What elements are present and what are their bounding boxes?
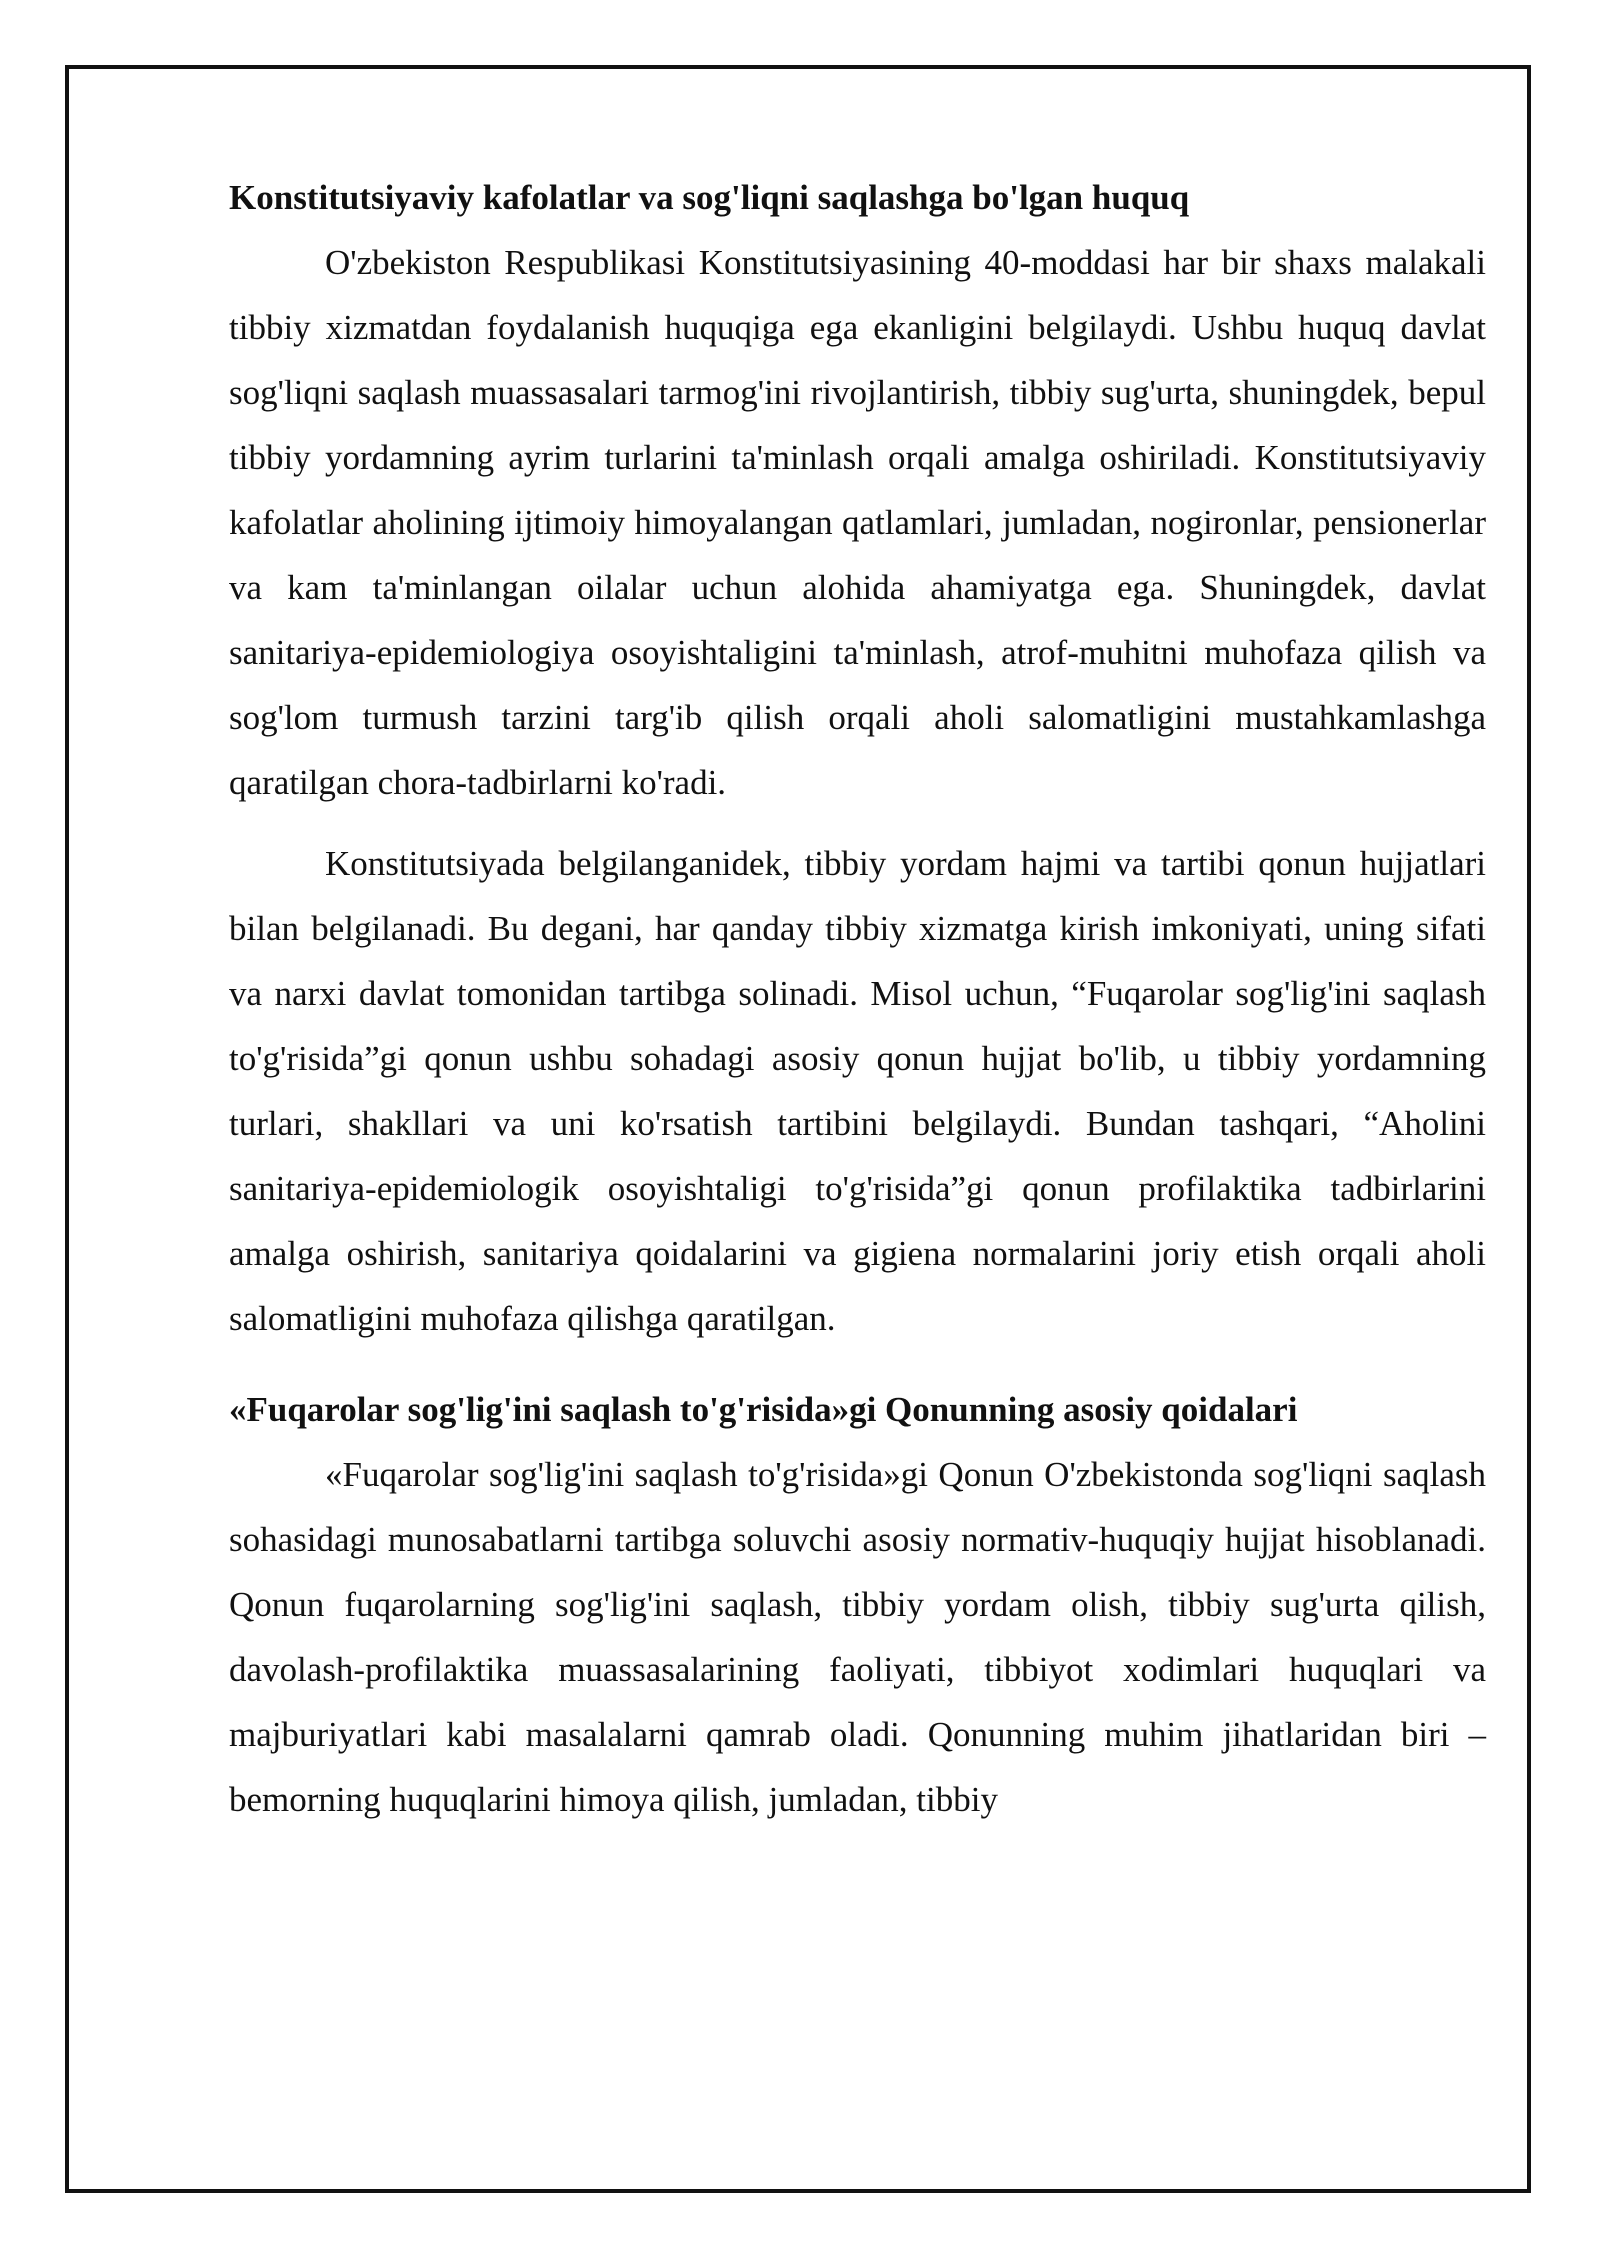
section-heading-constitutional-guarantees: Konstitutsiyaviy kafolatlar va sog'liqni saqlashga bo'lgan huquq — [229, 178, 1190, 217]
section-heading-law-main-provisions: «Fuqarolar sog'lig'ini saqlash to'g'risida»gi Qonunning asosiy qoidalari — [229, 1390, 1298, 1429]
document-body — [229, 165, 1486, 1832]
paragraph-article-40: O'zbekiston Respublikasi Konstitutsiyasining 40-moddasi har bir shaxs malakali tibbiy xizmatdan foydalanish huquqiga ega ekanligini belgilaydi. Ushbu huquq davlat sog'liqni saqlash muassasalari tarmog'ini rivojlantirish, tibbiy sug'urta, shuningdek, bepul tibbiy yordamning ayrim turlarini ta'minlash orqali amalga oshiriladi. Konstitutsiyaviy kafolatlar aholining ijtimoiy himoyalangan qatlamlari, jumladan, nogironlar, pensionerlar va kam ta'minlangan oilalar uchun alohida ahamiyatga ega. Shuningdek, davlat sanitariya-epidemiologiya osoyishtaligini ta'minlash, atrof-muhitni muhofaza qilish va sog'lom turmush tarzini targ'ib qilish orqali aholi salomatligini mustahkamlashga qaratilgan chora-tadbirlarni ko'radi. — [229, 243, 1486, 802]
paragraph-law-overview: «Fuqarolar sog'lig'ini saqlash to'g'risida»gi Qonun O'zbekistonda sog'liqni saqlash sohasidagi munosabatlarni tartibga soluvchi asosiy normativ-huquqiy hujjat hisoblanadi. Qonun fuqarolarning sog'lig'ini saqlash, tibbiy yordam olish, tibbiy sug'urta qilish, davolash-profilaktika muassasalarining faoliyati, tibbiyot xodimlari huquqlari va majburiyatlari kabi masalalarni qamrab oladi. Qonunning muhim jihatlaridan biri – bemorning huquqlarini himoya qilish, jumladan, tibbiy — [229, 1455, 1486, 1819]
paragraph-legal-regulation: Konstitutsiyada belgilanganidek, tibbiy yordam hajmi va tartibi qonun hujjatlari bilan belgilanadi. Bu degani, har qanday tibbiy xizmatga kirish imkoniyati, uning sifati va narxi davlat tomonidan tartibga solinadi. Misol uchun, “Fuqarolar sog'lig'ini saqlash to'g'risida”gi qonun ushbu sohadagi asosiy qonun hujjat bo'lib, u tibbiy yordamning turlari, shakllari va uni ko'rsatish tartibini belgilaydi. Bundan tashqari, “Aholini sanitariya-epidemiologik osoyishtaligi to'g'risida”gi qonun profilaktika tadbirlarini amalga oshirish, sanitariya qoidalarini va gigiena normalarini joriy etish orqali aholi salomatligini muhofaza qilishga qaratilgan. — [229, 844, 1486, 1338]
